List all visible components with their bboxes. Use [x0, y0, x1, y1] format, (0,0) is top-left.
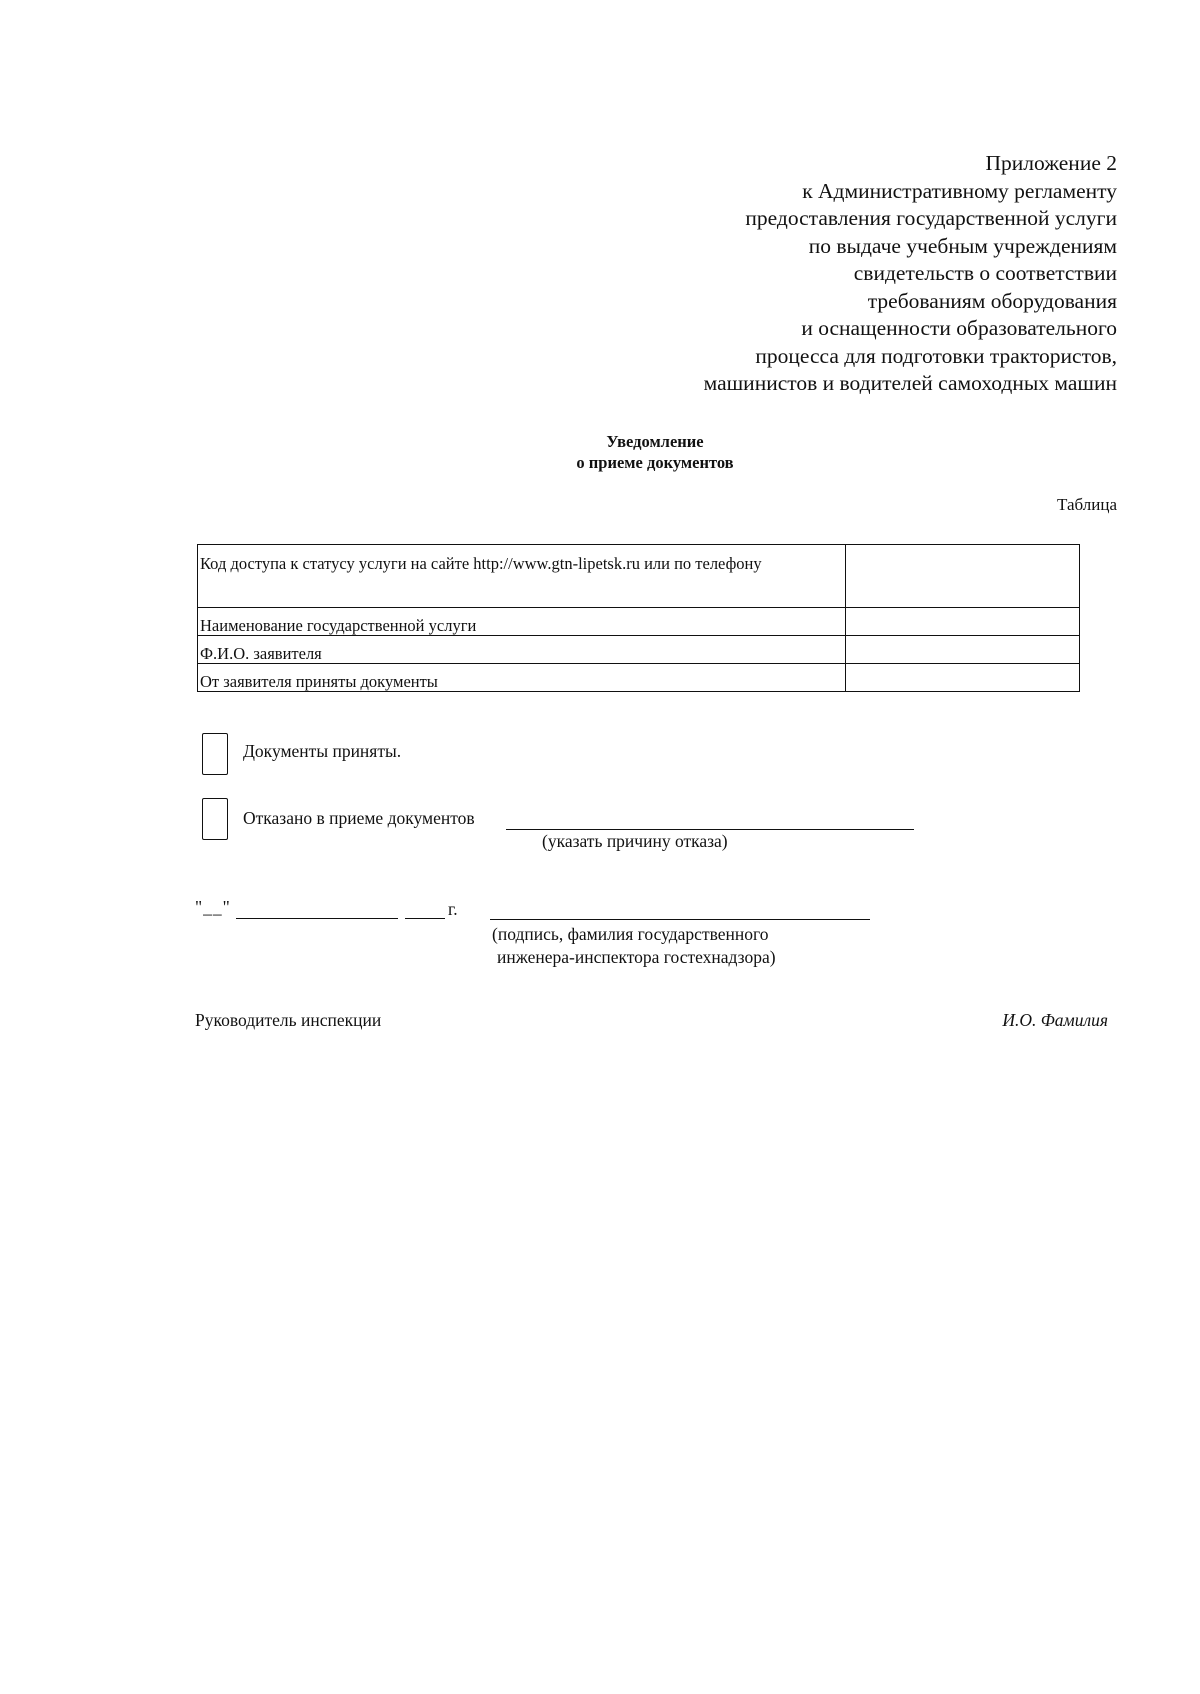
appendix-line: процесса для подготовки трактористов, — [755, 343, 1117, 368]
documents-accepted-checkbox[interactable] — [202, 733, 228, 775]
documents-accepted-value-cell[interactable] — [846, 664, 1080, 692]
refusal-reason-caption: (указать причину отказа) — [542, 831, 728, 851]
table-row — [198, 545, 1080, 608]
table-row — [198, 664, 1080, 692]
table-row-label: Код доступа к статусу услуги на сайте http://www.gtn-lipetsk.ru или по телефону — [198, 545, 846, 608]
applicant-name-value-cell[interactable] — [846, 636, 1080, 664]
signature-caption-line1: (подпись, фамилия государственного — [492, 924, 769, 944]
head-of-inspection-name: И.О. Фамилия — [1002, 1010, 1108, 1030]
table-row — [198, 608, 1080, 636]
table-row-label: Ф.И.О. заявителя — [198, 636, 846, 664]
appendix-header — [497, 150, 1117, 398]
signature-caption — [492, 923, 776, 969]
date-year-suffix: г. — [448, 899, 458, 919]
notice-title — [0, 431, 1200, 473]
table-caption: Таблица — [1057, 495, 1117, 514]
appendix-line: Приложение 2 — [985, 151, 1117, 175]
appendix-line: свидетельств о соответствии — [853, 261, 1117, 285]
table-row-label: Наименование государственной услуги — [198, 608, 846, 636]
documents-accepted-label: Документы приняты. — [243, 741, 402, 761]
documents-refused-checkbox[interactable] — [202, 798, 228, 840]
signature-caption-line2: инженера-инспектора гостехнадзора) — [497, 947, 776, 967]
date-day-quotes: "__" — [195, 897, 231, 917]
service-name-value-cell[interactable] — [846, 608, 1080, 636]
notice-title-line1: Уведомление — [606, 432, 704, 451]
appendix-line: машинистов и водителей самоходных машин — [703, 371, 1117, 395]
appendix-line: и оснащенности образовательного — [801, 316, 1117, 340]
appendix-line: требованиям оборудования — [867, 288, 1117, 313]
access-code-value-cell[interactable] — [846, 545, 1080, 608]
table-row-label: От заявителя приняты документы — [198, 664, 846, 692]
table-row — [198, 636, 1080, 664]
notice-title-line2: о приеме документов — [576, 453, 734, 472]
signature-line[interactable] — [490, 919, 870, 920]
appendix-line: к Административному регламенту — [802, 178, 1117, 203]
head-of-inspection-label: Руководитель инспекции — [195, 1010, 382, 1030]
appendix-line: предоставления государственной услуги — [745, 206, 1117, 230]
refusal-reason-line[interactable] — [506, 829, 914, 830]
documents-table — [197, 544, 1080, 692]
appendix-line: по выдаче учебным учреждениям — [808, 233, 1117, 258]
date-month-line[interactable] — [236, 918, 398, 919]
documents-refused-label: Отказано в приеме документов — [243, 808, 475, 828]
date-year-line[interactable] — [405, 918, 445, 919]
